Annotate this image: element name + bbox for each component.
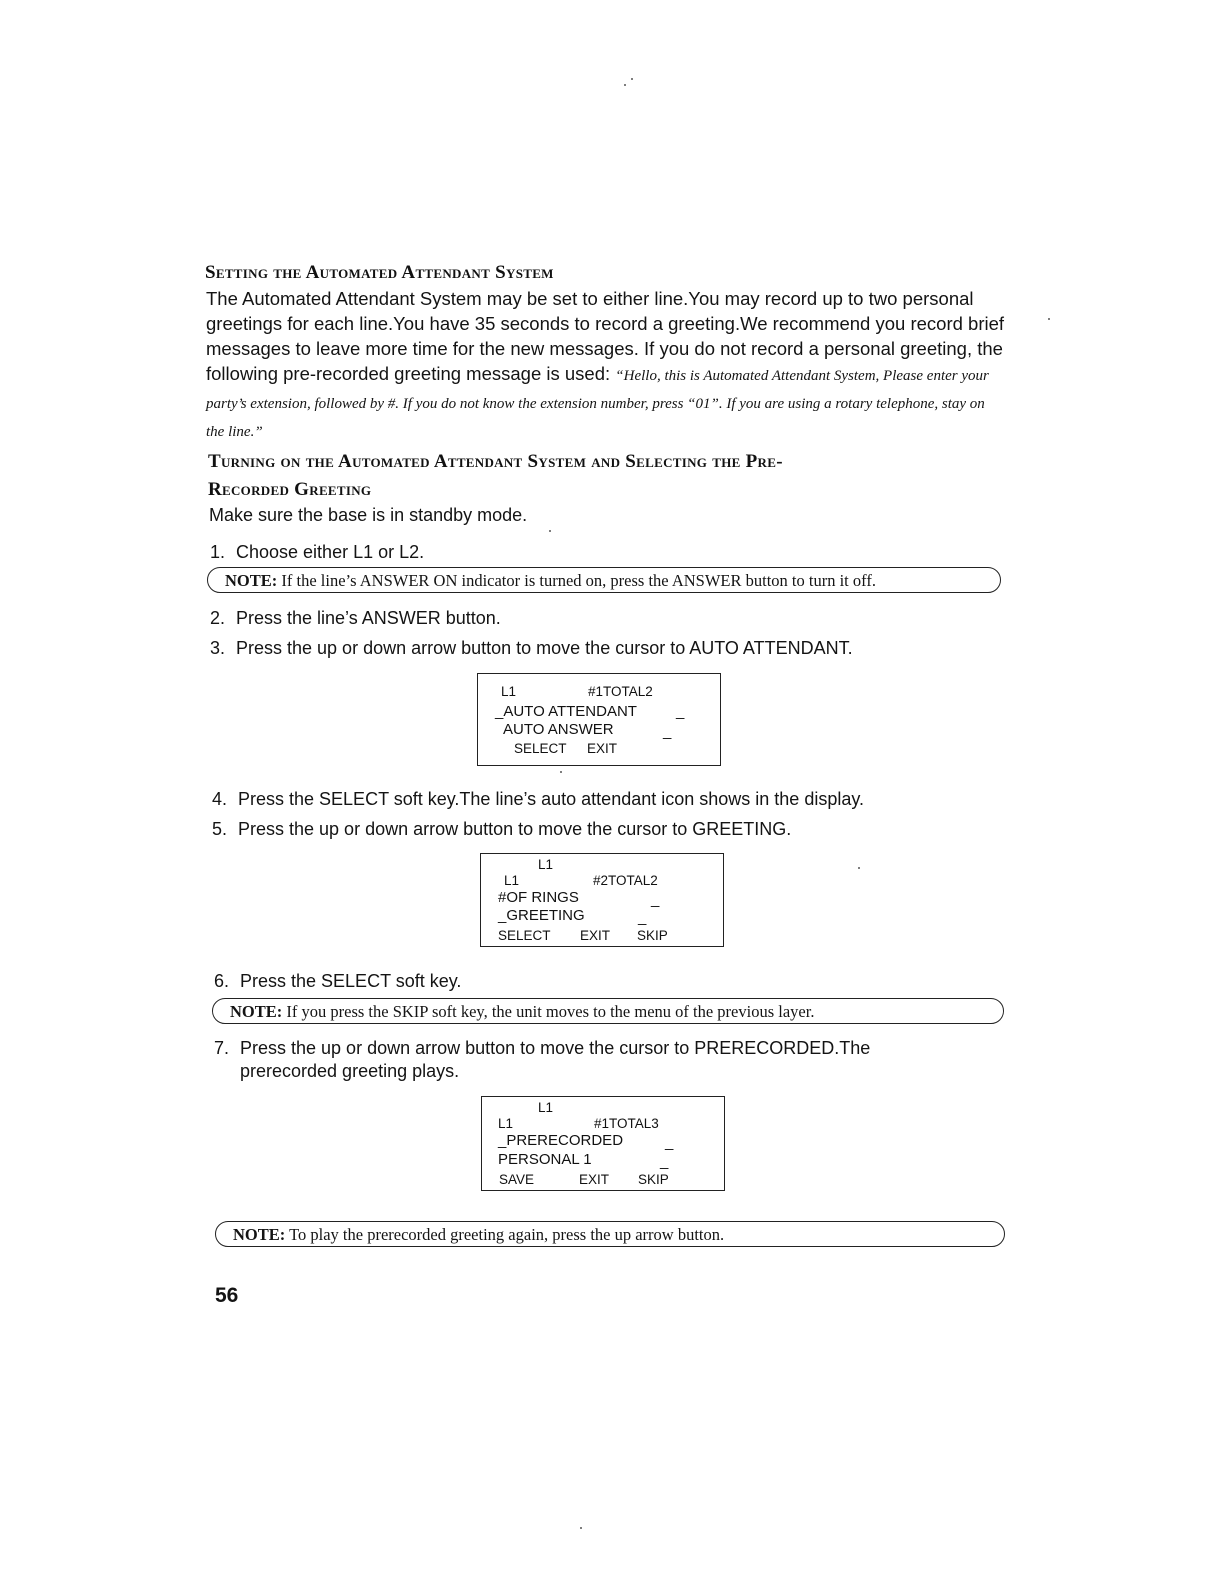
lcd-display-greeting: L1 L1 #2TOTAL2 #OF RINGS _ _GREETING _ SELECT EXIT SKIP	[480, 853, 724, 947]
step-4: 4. Press the SELECT soft key.The line’s auto attendant icon shows in the display.	[212, 789, 865, 809]
scan-speck	[1048, 318, 1050, 320]
step-3: 3. Press the up or down arrow button to move the cursor to AUTO ATTENDANT.	[210, 638, 853, 658]
scan-speck	[580, 1527, 582, 1529]
step-2: 2. Press the line’s ANSWER button.	[210, 608, 501, 628]
scan-speck	[549, 530, 551, 532]
note-answer-on: NOTE: If the line’s ANSWER ON indicator is turned on, press the ANSWER button to turn it off.	[207, 567, 1001, 593]
section-heading-turning-on: Turning on the Automated Attendant System and Selecting the Pre-	[208, 451, 783, 472]
note-skip-key: NOTE: If you press the SKIP soft key, the unit moves to the menu of the previous layer.	[212, 998, 1004, 1024]
page-number: 56	[215, 1284, 239, 1307]
intro-body: The Automated Attendant System may be set to either line.You may record up to two personal greetings for each line.You have 35 seconds to record a greeting.We recommend you record brief messages to leave more time for the new messages. If you do not record a personal greeting, the following pre-recorded greeting message is used:	[206, 288, 1005, 384]
note-play-again: NOTE: To play the prerecorded greeting again, press the up arrow button.	[215, 1221, 1005, 1247]
step-7-continued: prerecorded greeting plays.	[240, 1061, 460, 1081]
step-6: 6. Press the SELECT soft key.	[214, 971, 462, 991]
standby-instruction: Make sure the base is in standby mode.	[209, 505, 528, 525]
section-heading-setting: Setting the Automated Attendant System	[205, 262, 554, 283]
lcd-display-prerecorded: L1 L1 #1TOTAL3 _PRERECORDED _ PERSONAL 1 _ SAVE EXIT SKIP	[481, 1096, 725, 1191]
step-7: 7. Press the up or down arrow button to move the cursor to PRERECORDED.The	[214, 1038, 871, 1058]
lcd-display-auto-attendant: L1 #1TOTAL2 _AUTO ATTENDANT _ AUTO ANSWER _ SELECT EXIT	[477, 673, 721, 766]
step-5: 5. Press the up or down arrow button to move the cursor to GREETING.	[212, 819, 792, 839]
intro-paragraph	[206, 286, 1006, 445]
scan-speck	[631, 78, 633, 80]
section-heading-turning-on-line2: Recorded Greeting	[208, 479, 372, 500]
prerecorded-quote: “Hello, this is Automated Attendant System, Please enter your party’s extension, followed by #. If you do not know the extension number, press “01”. If you are using a rotary telephone, stay on the line.”	[206, 368, 989, 440]
step-1: 1. Choose either L1 or L2.	[210, 542, 425, 562]
scan-speck	[624, 84, 626, 86]
scan-speck	[858, 867, 860, 869]
scan-speck	[560, 771, 562, 773]
